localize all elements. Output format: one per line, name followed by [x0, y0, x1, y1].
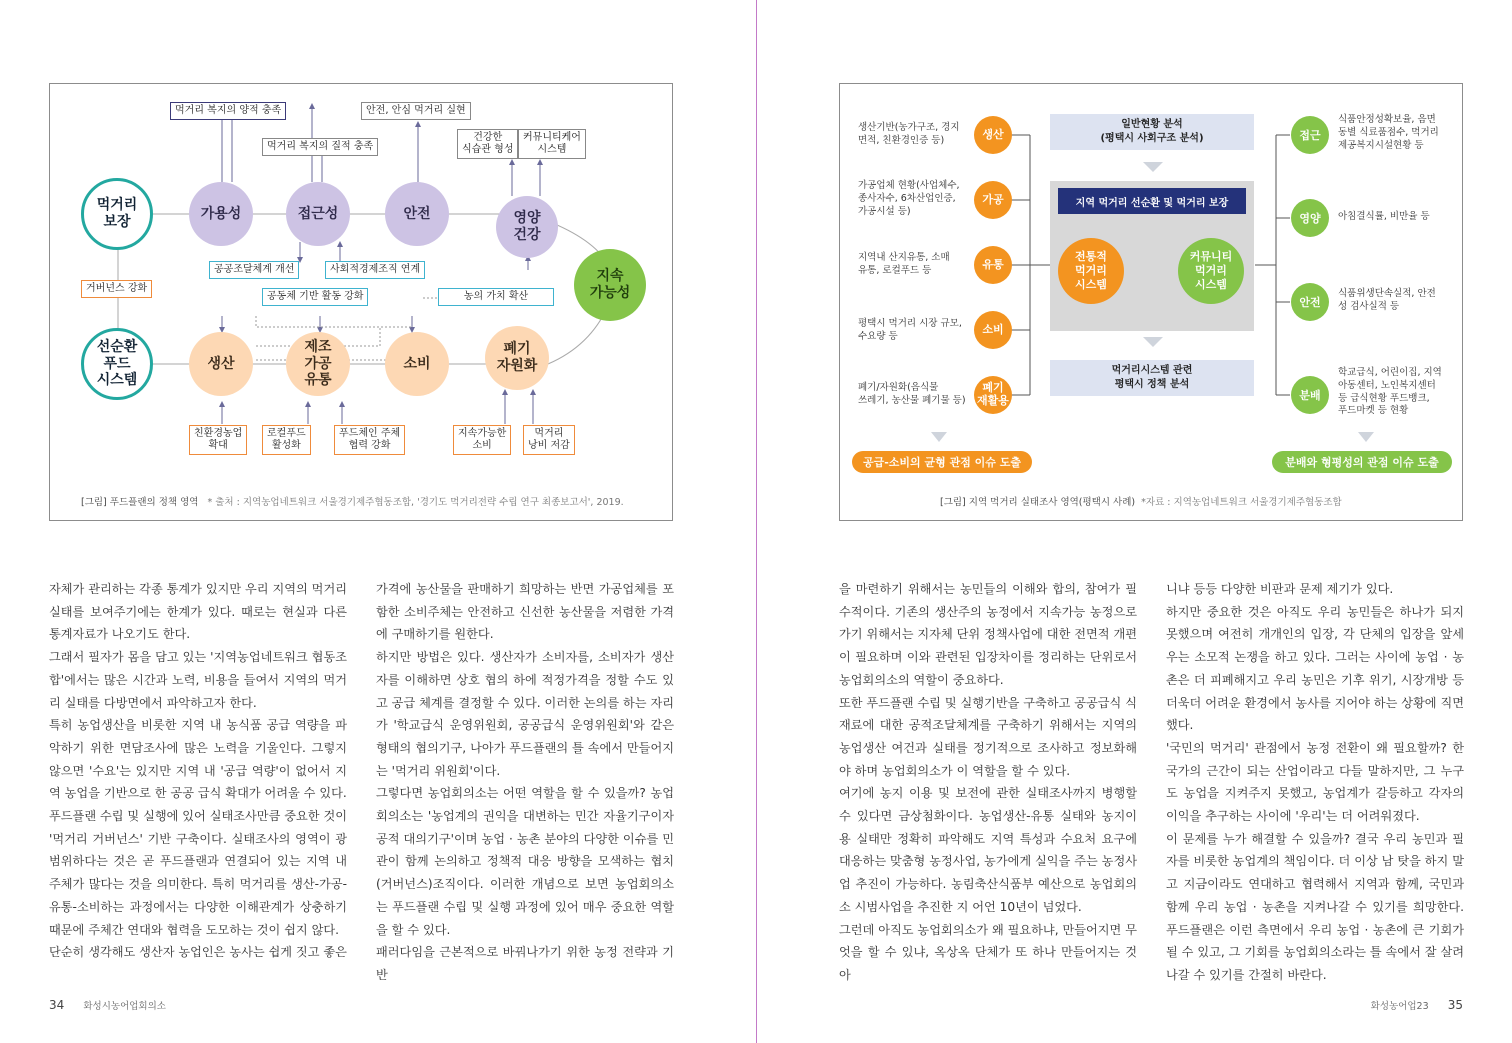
right-item-1-text: 식품안정성확보율, 음면 동별 식료품점수, 먹거리 제공복지시설현황 등	[1338, 114, 1439, 151]
paragraph: 그렇다면 농업회의소는 어떤 역할을 할 수 있을까? 농업회의소는 '농업계의 권익을 대변하는 민간 자율기구이자 공적 대의기구'이며 농업 · 농촌 분야의 다양한 이슈를 민관이 함께 논의하고 정책적 대응 방향을 모색하는 협치(거버넌스)조직이다. 이러한 개념으로 보면 농업회의소는 푸드플랜 수립 및 실행 과정에 있어 매우 중요한 역할을 할 수 있다.	[376, 786, 674, 937]
figure-caption: [그림] 지역 먹거리 실태조사 영역(평택시 사례) *자료 : 지역농업네트워크 서울경기제주협동조합	[940, 497, 1342, 508]
paragraph: 여기에 농지 이용 및 보전에 관한 실태조사까지 병행할 수 있다면 금상첨화이다. 농업생산-유통 실태와 농지이용 실태만 정확히 파악해도 지역 특성과 수요처 요구에 대응하는 맞춤형 농정사업, 농가에게 실익을 주는 농정사업 추진이 가능하다. 농림축산식품부 예산으로 농업회의소 시범사업을 추진한 지 어언 10년이 넘었다.	[839, 786, 1137, 914]
tag-food-chain: 푸드체인 주체 협력 강화	[334, 425, 405, 455]
paragraph: 패러다임을 근본적으로 바꿔나가기 위한 농정 전략과 기반	[376, 945, 674, 982]
community-system-circle: 커뮤니티 먹거리 시스템	[1178, 238, 1244, 304]
text-column-1	[49, 578, 347, 964]
text-column-2	[376, 578, 674, 987]
tag-welfare-quantity: 먹거리 복지의 양적 충족	[170, 102, 286, 120]
paragraph: 이 문제를 누가 해결할 수 있을까? 결국 우리 농민과 필자를 비롯한 농업계의 책임이다. 더 이상 남 탓을 하지 말고 지금이라도 연대하고 협력해서 지역과 함께, 국민과 함께 우리 농업 · 농촌을 지켜나갈 수 있기를 희망한다. 푸드플랜은 이런 측면에서 우리 농업 · 농촌에 큰 기회가 될 수 있고, 그 기회를 농업회의소라는 틀 속에서 잘 살려 나갈 수 있기를 간절히 바란다.	[1166, 831, 1464, 982]
manufacturing-node: 제조 가공 유통	[286, 332, 350, 396]
tag-governance: 거버넌스 강화	[81, 280, 152, 298]
access-circle: 접근	[1291, 116, 1329, 154]
left-item-3-text: 지역내 산지유통, 소매 유통, 로컬푸드 등	[858, 252, 950, 276]
paragraph: 자체가 관리하는 각종 통계가 있지만 우리 지역의 먹거리 실태를 보여주기에는 한계가 있다. 때로는 현실과 다른 통계자료가 나오기도 한다.	[49, 582, 347, 642]
food-plan-policy-figure	[49, 83, 673, 521]
safety-circle: 안전	[1291, 283, 1329, 321]
paragraph: 푸드플랜 수립 및 실행에 있어 실태조사만큼 중요한 것이 '먹거리 거버넌스' 기반 구축이다. 실태조사의 영역이 광범위하다는 것은 곧 푸드플랜과 연결되어 있는 지역 내 주체가 많다는 것을 의미한다. 특히 먹거리를 생산-가공-유통-소비하는 과정에서는 다양한 이해관계가 상충하기 때문에 주체간 연대와 협력을 도모하는 것이 쉽지 않다.	[49, 809, 347, 937]
center-title-label: 지역 먹거리 선순환 및 먹거리 보장	[1058, 188, 1246, 214]
availability-node: 가용성	[189, 182, 253, 246]
figure-caption: [그림] 푸드플랜의 정책 영역 * 출처 : 지역농업네트워크 서울경기제주협동조합, '경기도 먹거리전략 수립 연구 최종보고서', 2019.	[81, 497, 624, 508]
tag-eco-farming: 친환경농업 확대	[189, 425, 247, 455]
consumption-node: 소비	[385, 332, 449, 396]
right-page-footer	[1371, 998, 1463, 1012]
safety-node: 안전	[385, 182, 449, 246]
paragraph: 가격에 농산물을 판매하기 희망하는 반면 가공업체를 포함한 소비주체는 안전하고 신선한 농산물을 저렴한 가격에 구매하기를 원한다.	[376, 582, 674, 642]
paragraph: 단순히 생각해도 생산자 농업인은 농사는 쉽게 짓고 좋은	[49, 945, 347, 960]
left-item-2-text: 가공업체 현황(사업체수, 종사자수, 6차산업인증, 가공시설 등)	[858, 180, 960, 217]
circular-food-system-node: 선순환 푸드 시스템	[81, 328, 153, 400]
paragraph: 그래서 필자가 몸을 담고 있는 '지역농업네트워크 협동조합'에서는 많은 시간과 노력, 비용을 들여서 지역의 먹거리 실태를 다방면에서 파악하고자 한다.	[49, 650, 347, 710]
paragraph: 하지만 방법은 있다. 생산자가 소비자를, 소비자가 생산자를 이해하면 상호 협의 하에 적정가격을 정할 수도 있고 공급 체계를 결정할 수 있다. 이러한 논의를 하는 자리가 '학교급식 운영위원회, 공공급식 운영위원회'와 같은 형태의 협의기구, 나아가 푸드플랜의 틀 속에서 만들어지는 '먹거리 위원회'이다.	[376, 650, 674, 778]
supply-consumption-pill: 공급-소비의 균형 관점 이슈 도출	[852, 451, 1032, 473]
distribution-equity-pill: 분배와 형평성의 관점 이슈 도출	[1272, 451, 1452, 473]
nutrition-circle: 영양	[1291, 199, 1329, 237]
tag-sustainable-consumption: 지속가능한 소비	[453, 425, 511, 455]
tag-waste-reduction: 먹거리 낭비 저감	[523, 425, 575, 455]
page-number: 35	[1447, 998, 1463, 1012]
accessibility-node: 접근성	[286, 182, 350, 246]
page-gutter	[756, 0, 757, 1043]
left-item-4-text: 평택시 먹거리 시장 규모, 수요량 등	[858, 318, 962, 342]
nutrition-health-node: 영양 건강	[496, 196, 558, 258]
distribution-circle: 유통	[974, 246, 1012, 284]
tag-welfare-quality: 먹거리 복지의 질적 충족	[262, 138, 378, 156]
production-circle: 생산	[974, 116, 1012, 154]
sustainability-node: 지속 가능성	[574, 249, 646, 321]
survey-area-figure	[839, 83, 1463, 521]
tag-local-food: 로컬푸드 활성화	[262, 425, 311, 455]
left-item-5-text: 폐기/자원화(음식물 쓰레기, 농산물 폐기물 등)	[858, 382, 966, 406]
publication-name: 화성시농어업회의소	[83, 1001, 166, 1012]
right-item-4-text: 학교급식, 어린이집, 지역 아동센터, 노인복지센터 등 급식현황 푸드뱅크, 푸드마켓 등 현황	[1338, 367, 1442, 417]
tag-community-activity: 공동체 기반 활동 강화	[262, 288, 368, 306]
paragraph: 을 마련하기 위해서는 농민들의 이해와 합의, 참여가 필수적이다. 기존의 생산주의 농정에서 지속가능 농정으로 가기 위해서는 지자체 단위 정책사업에 대한 전면적 개편이 필요하며 이와 관련된 입장차이를 정리하는 단위로서 농업회의소의 역할이 중요하다.	[839, 582, 1137, 687]
waste-recycling-node: 폐기 자원화	[485, 326, 549, 390]
paragraph: 특히 농업생산을 비롯한 지역 내 농식품 공급 역량을 파악하기 위한 면담조사에 많은 노력을 기울인다. 그렇지 않으면 '수요'는 있지만 지역 내 '공급 역량'이 없어서 지역 농업을 기반으로 한 공공 급식 확대가 어려울 수 있다.	[49, 718, 347, 801]
page-number: 34	[49, 998, 65, 1012]
tag-social-economy: 사회적경제조직 연계	[325, 261, 425, 279]
production-node: 생산	[189, 332, 253, 396]
right-item-2-text: 아침결식률, 비만율 등	[1338, 211, 1430, 222]
processing-circle: 가공	[974, 181, 1012, 219]
paragraph: 니냐 등등 다양한 비판과 문제 제기가 있다.	[1166, 582, 1394, 596]
left-page-footer	[49, 998, 166, 1012]
policy-analysis-box: 먹거리시스템 관련 평택시 정책 분석	[1050, 360, 1254, 396]
paragraph: 그런데 아직도 농업회의소가 왜 필요하냐, 만들어지면 무엇을 할 수 있냐, 옥상옥 단체가 또 하나 만들어지는 것 아	[839, 922, 1137, 982]
paragraph: '국민의 먹거리' 관점에서 농정 전환이 왜 필요할까? 한 국가의 근간이 되는 산업이라고 다들 말하지만, 그 누구도 농업을 지켜주지 못했고, 농업계가 갈등하고 각자의 이익을 추구하는 사이에 '우리'는 더 어려워졌다.	[1166, 740, 1464, 824]
text-column-4	[1166, 578, 1464, 987]
left-item-1-text: 생산기반(농가구조, 경지 면적, 친환경인증 등)	[858, 122, 960, 146]
tag-agri-value: 농의 가치 확산	[438, 288, 554, 306]
traditional-system-circle: 전통적 먹거리 시스템	[1058, 238, 1124, 304]
right-item-3-text: 식품위생단속실적, 안전 성 검사실적 등	[1338, 288, 1436, 312]
publication-name: 화성농어업23	[1370, 1001, 1429, 1012]
tag-healthy-habits: 건강한 식습관 형성	[457, 129, 518, 159]
distribution-equity-circle: 분배	[1291, 376, 1329, 414]
consumption-circle: 소비	[974, 311, 1012, 349]
food-security-node: 먹거리 보장	[81, 178, 153, 250]
paragraph: 하지만 중요한 것은 아직도 우리 농민들은 하나가 되지 못했으며 여전히 개개인의 입장, 각 단체의 입장을 앞세우는 소모적 논쟁을 하고 있다. 그러는 사이에 농업 · 농촌은 더 피폐해지고 우리 농민은 기후 위기, 시장개방 등 더욱더 어려운 환경에서 농사를 지어야 하는 상황에 직면했다.	[1166, 604, 1464, 733]
general-status-box: 일반현황 분석 (평택시 사회구조 분석)	[1050, 114, 1254, 150]
tag-safe-food: 안전, 안심 먹거리 실현	[361, 102, 471, 120]
paragraph: 또한 푸드플랜 수립 및 실행기반을 구축하고 공공급식 식재료에 대한 공적조달체계를 구축하기 위해서는 지역의 농업생산 여건과 실태를 정기적으로 조사하고 정보화해야 하며 농업회의소가 이 역할을 할 수 있다.	[839, 695, 1137, 778]
text-column-3	[839, 578, 1137, 987]
waste-recycling-circle: 폐기 재활용	[974, 376, 1012, 414]
tag-community-care: 커뮤니티케어 시스템	[518, 129, 586, 159]
tag-public-procurement: 공공조달체계 개선	[209, 261, 299, 279]
